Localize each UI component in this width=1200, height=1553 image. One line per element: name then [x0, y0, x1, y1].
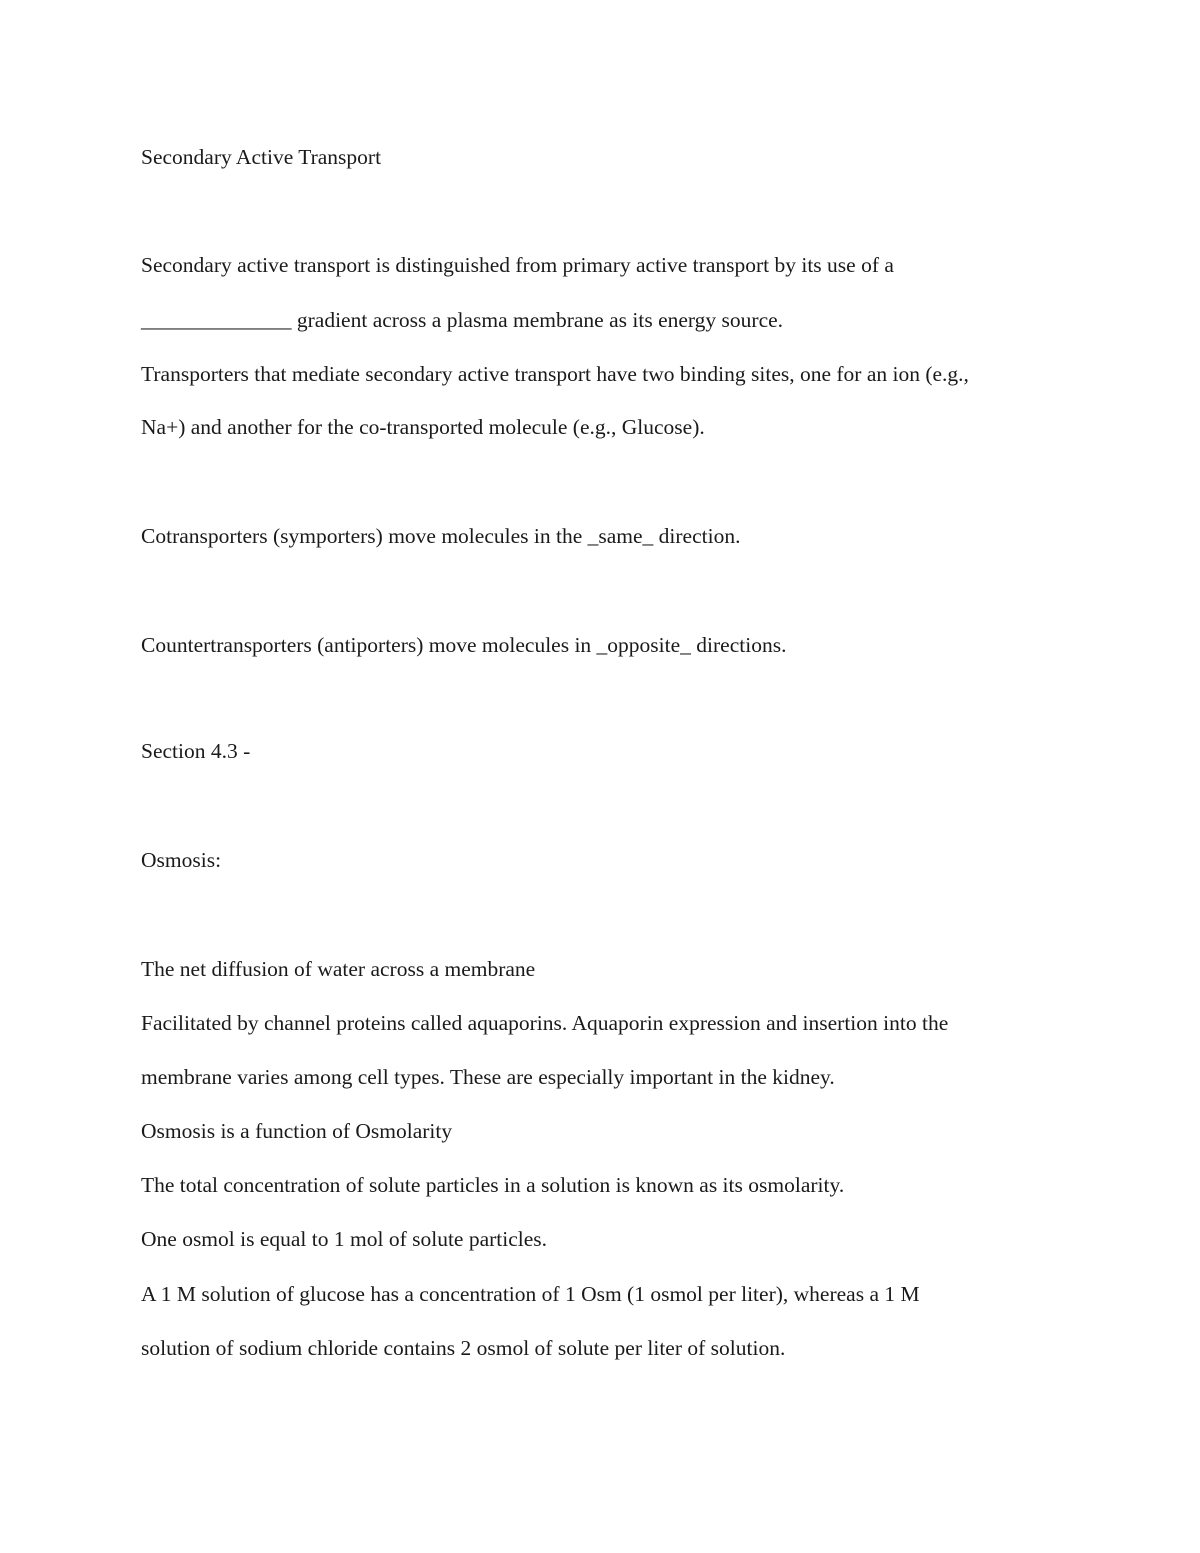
paragraph-line: membrane varies among cell types. These are especially important in the kidney.: [141, 1065, 835, 1089]
paragraph-line: Facilitated by channel proteins called aquaporins. Aquaporin expression and insertion into the: [141, 1011, 949, 1035]
paragraph-line: ______________ gradient across a plasma membrane as its energy source.: [141, 308, 784, 332]
paragraph-line: One osmol is equal to 1 mol of solute particles.: [141, 1227, 548, 1251]
paragraph-line: The total concentration of solute particles in a solution is known as its osmolarity.: [141, 1173, 845, 1197]
paragraph-line: A 1 M solution of glucose has a concentration of 1 Osm (1 osmol per liter), whereas a 1 M: [141, 1282, 920, 1306]
cotransporters-line: Cotransporters (symporters) move molecules in the _same_ direction.: [141, 524, 741, 548]
paragraph-line: solution of sodium chloride contains 2 osmol of solute per liter of solution.: [141, 1336, 786, 1360]
osmosis-heading: Osmosis:: [141, 848, 222, 872]
document-title: Secondary Active Transport: [141, 145, 382, 169]
countertransporters-line: Countertransporters (antiporters) move molecules in _opposite_ directions.: [141, 633, 787, 657]
paragraph-line: Secondary active transport is distinguished from primary active transport by its use of a: [141, 253, 894, 277]
paragraph-line: Transporters that mediate secondary active transport have two binding sites, one for an ion (e.g.,: [141, 362, 969, 386]
paragraph-line: Na+) and another for the co-transported molecule (e.g., Glucose).: [141, 415, 705, 439]
osmolarity-heading: Osmosis is a function of Osmolarity: [141, 1119, 453, 1143]
section-heading: Section 4.3 -: [141, 739, 251, 763]
paragraph-line: The net diffusion of water across a membrane: [141, 957, 536, 981]
